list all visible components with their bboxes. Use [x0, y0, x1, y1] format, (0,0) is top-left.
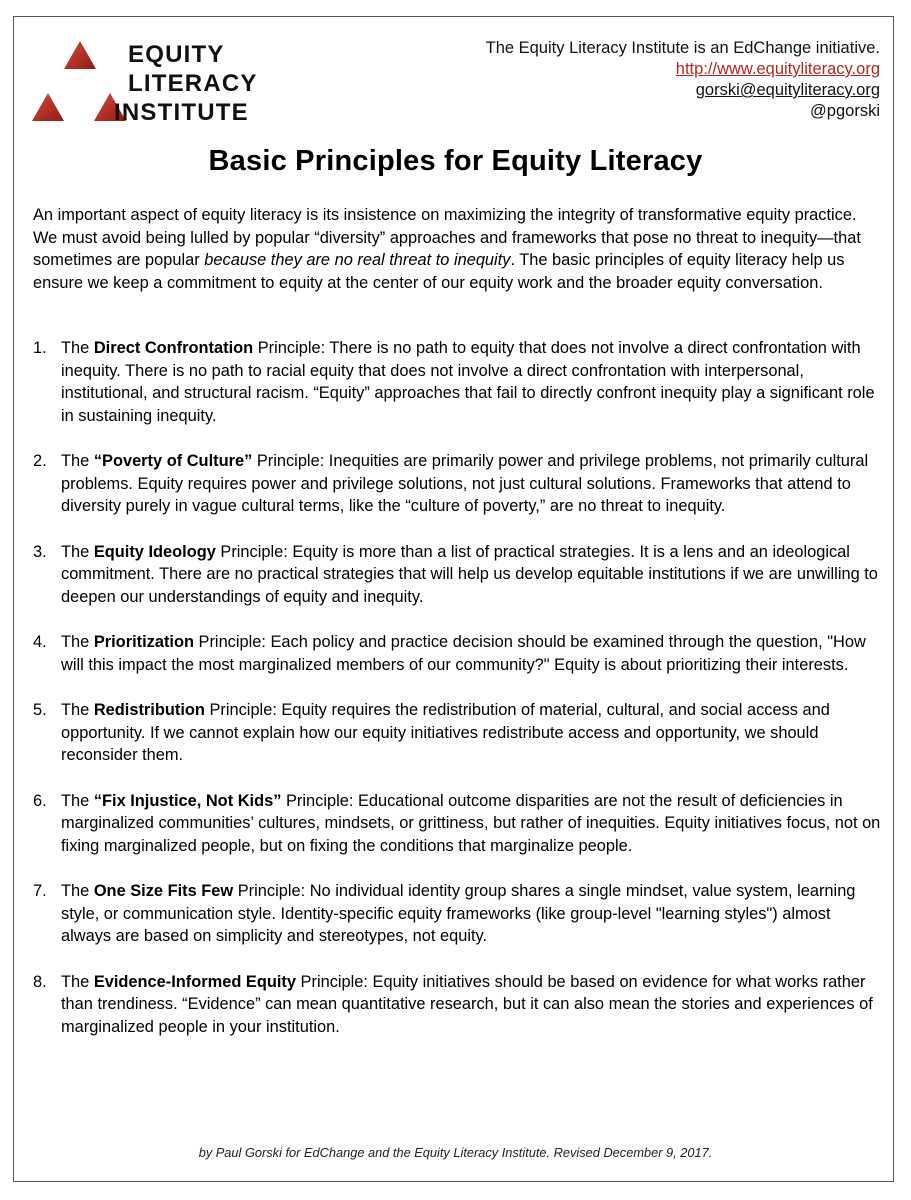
logo-line-3: INSTITUTE: [114, 99, 249, 126]
logo-triangle-top-icon: [64, 41, 96, 69]
principle-name: Equity Ideology: [93, 542, 216, 561]
principle-item: [33, 450, 881, 518]
principle-number: 1.: [33, 339, 47, 357]
principle-lead: The: [61, 339, 94, 357]
principle-lead: The: [61, 452, 94, 470]
principle-text: Principle: There is no path to equity that does not involve a direct confrontation with inequity. There is no path to racial equity that does not involve a direct confrontation with interpersonal, institutional, and structural racism. “Equity” approaches that fail to directly confront inequity play a significant role in sustaining inequity.: [61, 339, 875, 425]
principle-item: [33, 699, 881, 767]
principle-name: Direct Confrontation: [93, 339, 254, 357]
principle-text: Principle: Educational outcome disparities are not the result of deficiencies in marginalized communities’ cultures, mindsets, or grittiness, but rather of inequities. Equity initiatives focus, not on fixing marginalized people, but on fixing the conditions that marginalize people.: [61, 791, 881, 855]
intro-italic-text: because they are no real threat to inequity: [204, 251, 511, 269]
principle-item: [33, 880, 881, 948]
principle-text: Principle: Equity initiatives should be based on evidence for what works rather than trendiness. “Evidence” can mean quantitative research, but it can also mean the stories and experiences of marginalized people in your institution.: [61, 972, 873, 1036]
logo-line-1: EQUITY: [128, 41, 225, 68]
logo-line-2: LITERACY: [128, 70, 258, 97]
page-title: Basic Principles for Equity Literacy: [208, 145, 703, 177]
email-link[interactable]: gorski@equityliteracy.org: [695, 81, 880, 99]
footer-credit: by Paul Gorski for EdChange and the Equity Literacy Institute. Revised December 9, 2017.: [198, 1145, 713, 1160]
principle-name: “Fix Injustice, Not Kids”: [93, 791, 282, 810]
social-handle: @pgorski: [810, 102, 880, 120]
principle-lead: The: [61, 542, 94, 561]
principle-lead: The: [61, 972, 94, 991]
principle-number: 2.: [33, 452, 47, 470]
principle-name: Prioritization: [93, 633, 194, 651]
principle-text: Principle: Inequities are primarily power and privilege problems, not primarily cultural problems. Equity requires power and privilege solutions, not just cultural solutions. Frameworks that attend to diversity purely in vague cultural terms, like the “culture of poverty,” are no threat to inequity.: [61, 452, 869, 515]
principle-lead: The: [61, 791, 94, 810]
logo-triangle-left-icon: [32, 93, 64, 121]
intro-text-1: An important aspect of equity literacy is its insistence on maximizing the integrity of transformative equity practice. We must avoid being lulled by popular “diversity” approaches and frameworks that pose no threat to inequity—that sometimes are popular: [33, 206, 861, 269]
principle-text: Principle: Equity is more than a list of practical strategies. It is a lens and an ideological commitment. There are no practical strategies that will help us develop equitable institutions if we are unwilling to deepen our understandings of equity and inequity.: [61, 542, 878, 606]
principle-name: Redistribution: [93, 701, 205, 719]
principle-text: Principle: Each policy and practice decision should be examined through the question, "How will this impact the most marginalized members of our community?" Equity is about prioritizing their interests.: [61, 633, 866, 674]
principle-text: Principle: Equity requires the redistribution of material, cultural, and social access and opportunity. If we cannot explain how our equity initiatives redistribute access and opportunity, we should reconsider them.: [61, 701, 830, 764]
intro-paragraph: [33, 204, 881, 294]
principle-item: [33, 541, 881, 609]
principle-number: 7.: [33, 882, 47, 900]
logo-wordmark: [114, 40, 258, 127]
principle-name: One Size Fits Few: [93, 882, 234, 900]
tagline: The Equity Literacy Institute is an EdChange initiative.: [485, 39, 880, 57]
principle-name: Evidence-Informed Equity: [93, 972, 296, 991]
principle-number: 3.: [33, 542, 47, 561]
principle-lead: The: [61, 633, 94, 651]
principles-list: [33, 337, 881, 1061]
website-link[interactable]: http://www.equityliteracy.org: [675, 60, 880, 78]
principle-item: [33, 631, 881, 676]
principle-number: 5.: [33, 701, 47, 719]
principle-text: Principle: No individual identity group shares a single mindset, value system, learning style, or communication style. Identity-specific equity frameworks (like group-level "learning styles") almost always are based on simplicity and stereotypes, not equity.: [61, 882, 856, 945]
principle-number: 6.: [33, 791, 47, 810]
intro-text-2: . The basic principles of equity literacy help us ensure we keep a commitment to equity at the center of our equity work and the broader equity conversation.: [33, 251, 845, 292]
principle-item: [33, 790, 881, 858]
principle-item: [33, 971, 881, 1039]
principle-lead: The: [61, 701, 94, 719]
principle-number: 4.: [33, 633, 47, 651]
principle-name: “Poverty of Culture”: [93, 452, 253, 470]
contact-block: [486, 38, 880, 122]
principle-lead: The: [61, 882, 94, 900]
principle-item: [33, 337, 881, 427]
principle-number: 8.: [33, 972, 47, 991]
